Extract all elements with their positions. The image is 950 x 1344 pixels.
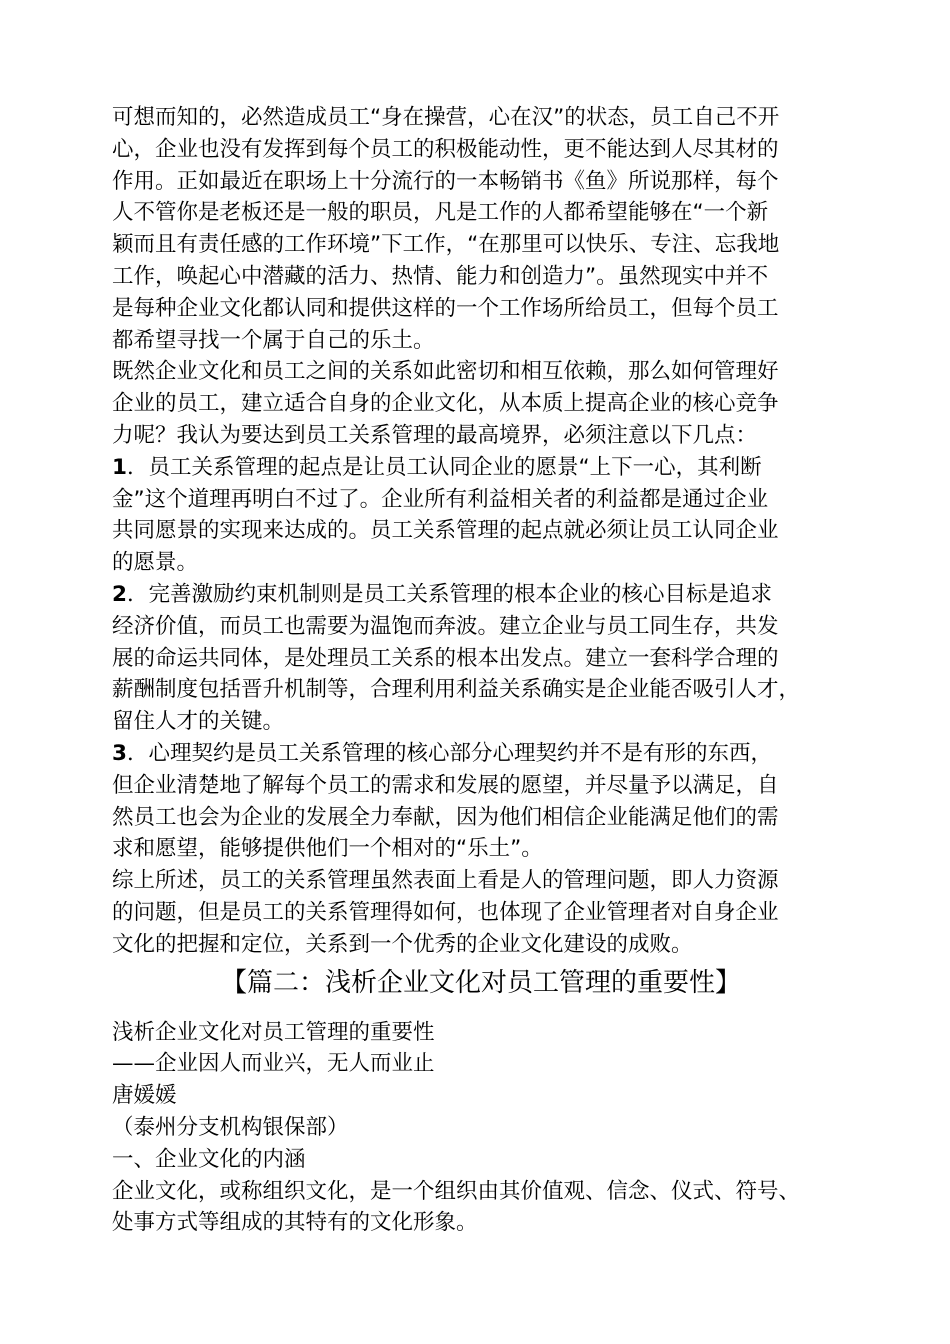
body-line: 然员工也会为企业的发展全力奉献，因为他们相信企业能满足他们的需 xyxy=(112,804,779,830)
body-line: 是每种企业文化都认同和提供这样的一个工作场所给员工，但每个员工 xyxy=(112,295,779,321)
article-department: （泰州分支机构银保部） xyxy=(112,1114,349,1140)
point-1-text: ．员工关系管理的起点是让员工认同企业的愿景“上下一心，其利断 xyxy=(126,454,762,480)
body-line: 可想而知的，必然造成员工“身在操营，心在汉”的状态，员工自己不开 xyxy=(112,105,780,130)
conclusion-line: 综上所述，员工的关系管理虽然表面上看是人的管理问题，即人力资源 xyxy=(112,868,779,894)
article-subtitle: ——企业因人而业兴，无人而业止 xyxy=(112,1051,435,1077)
body-line: 既然企业文化和员工之间的关系如此密切和相互依赖，那么如何管理好 xyxy=(112,359,779,385)
body-line: 经济价值，而员工也需要为温饱而奔波。建立企业与员工同生存，共发 xyxy=(112,613,779,639)
point-3-number: 3 xyxy=(112,740,127,766)
body-line: 力呢？我认为要达到员工关系管理的最高境界，必须注意以下几点： xyxy=(112,422,758,448)
point-1-number: 1 xyxy=(112,454,127,480)
conclusion-line: 文化的把握和定位，关系到一个优秀的企业文化建设的成败。 xyxy=(112,931,693,957)
section-heading: 【篇二：浅析企业文化对员工管理的重要性】 xyxy=(220,967,741,998)
body-line: 作用。正如最近在职场上十分流行的一本畅销书《鱼》所说那样，每个 xyxy=(112,168,779,194)
body-line: 的愿景。 xyxy=(112,550,199,576)
body-line: 求和愿望，能够提供他们一个相对的“乐土”。 xyxy=(112,836,543,862)
body-line: 颖而且有责任感的工作环境”下工作，“在那里可以快乐、专注、忘我地 xyxy=(112,232,780,258)
body-line: 留住人才的关键。 xyxy=(112,709,285,735)
body-line: 心，企业也没有发挥到每个员工的积极能动性，更不能达到人尽其材的 xyxy=(112,136,779,162)
point-2-number: 2 xyxy=(112,581,127,607)
body-line: 企业的员工，建立适合自身的企业文化，从本质上提高企业的核心竞争 xyxy=(112,391,779,417)
section-1-line: 企业文化，或称组织文化，是一个组织由其价值观、信念、仪式、符号、 xyxy=(112,1178,801,1204)
article-author: 唐媛媛 xyxy=(112,1083,177,1109)
section-1-line: 处事方式等组成的其特有的文化形象。 xyxy=(112,1210,478,1236)
body-line: 工作，唤起心中潜藏的活力、热情、能力和创造力”。虽然现实中并不 xyxy=(112,263,769,289)
point-3-text: ．心理契约是员工关系管理的核心部分心理契约并不是有形的东西， xyxy=(126,740,772,766)
body-line: 共同愿景的实现来达成的。员工关系管理的起点就必须让员工认同企业 xyxy=(112,518,779,544)
body-line: 都希望寻找一个属于自己的乐土。 xyxy=(112,327,435,353)
point-1-first-line xyxy=(112,452,850,484)
article-title: 浅析企业文化对员工管理的重要性 xyxy=(112,1019,435,1045)
body-line: 展的命运共同体，是处理员工关系的根本出发点。建立一套科学合理的 xyxy=(112,645,779,671)
body-line: 但企业清楚地了解每个员工的需求和发展的愿望，并尽量予以满足，自 xyxy=(112,772,779,798)
body-line: 薪酬制度包括晋升机制等，合理利用利益关系确实是企业能否吸引人才， xyxy=(112,677,801,703)
conclusion-line: 的问题，但是员工的关系管理得如何，也体现了企业管理者对自身企业 xyxy=(112,899,779,925)
body-line: 人不管你是老板还是一般的职员，凡是工作的人都希望能够在“一个新 xyxy=(112,200,769,226)
section-1-title: 一、企业文化的内涵 xyxy=(112,1146,306,1172)
document-body xyxy=(112,102,850,1239)
point-2-text: ．完善激励约束机制则是员工关系管理的根本企业的核心目标是追求 xyxy=(126,581,772,607)
point-3-first-line xyxy=(112,738,850,770)
body-line: 金”这个道理再明白不过了。企业所有利益相关者的利益都是通过企业 xyxy=(112,486,769,512)
point-2-first-line xyxy=(112,579,850,611)
